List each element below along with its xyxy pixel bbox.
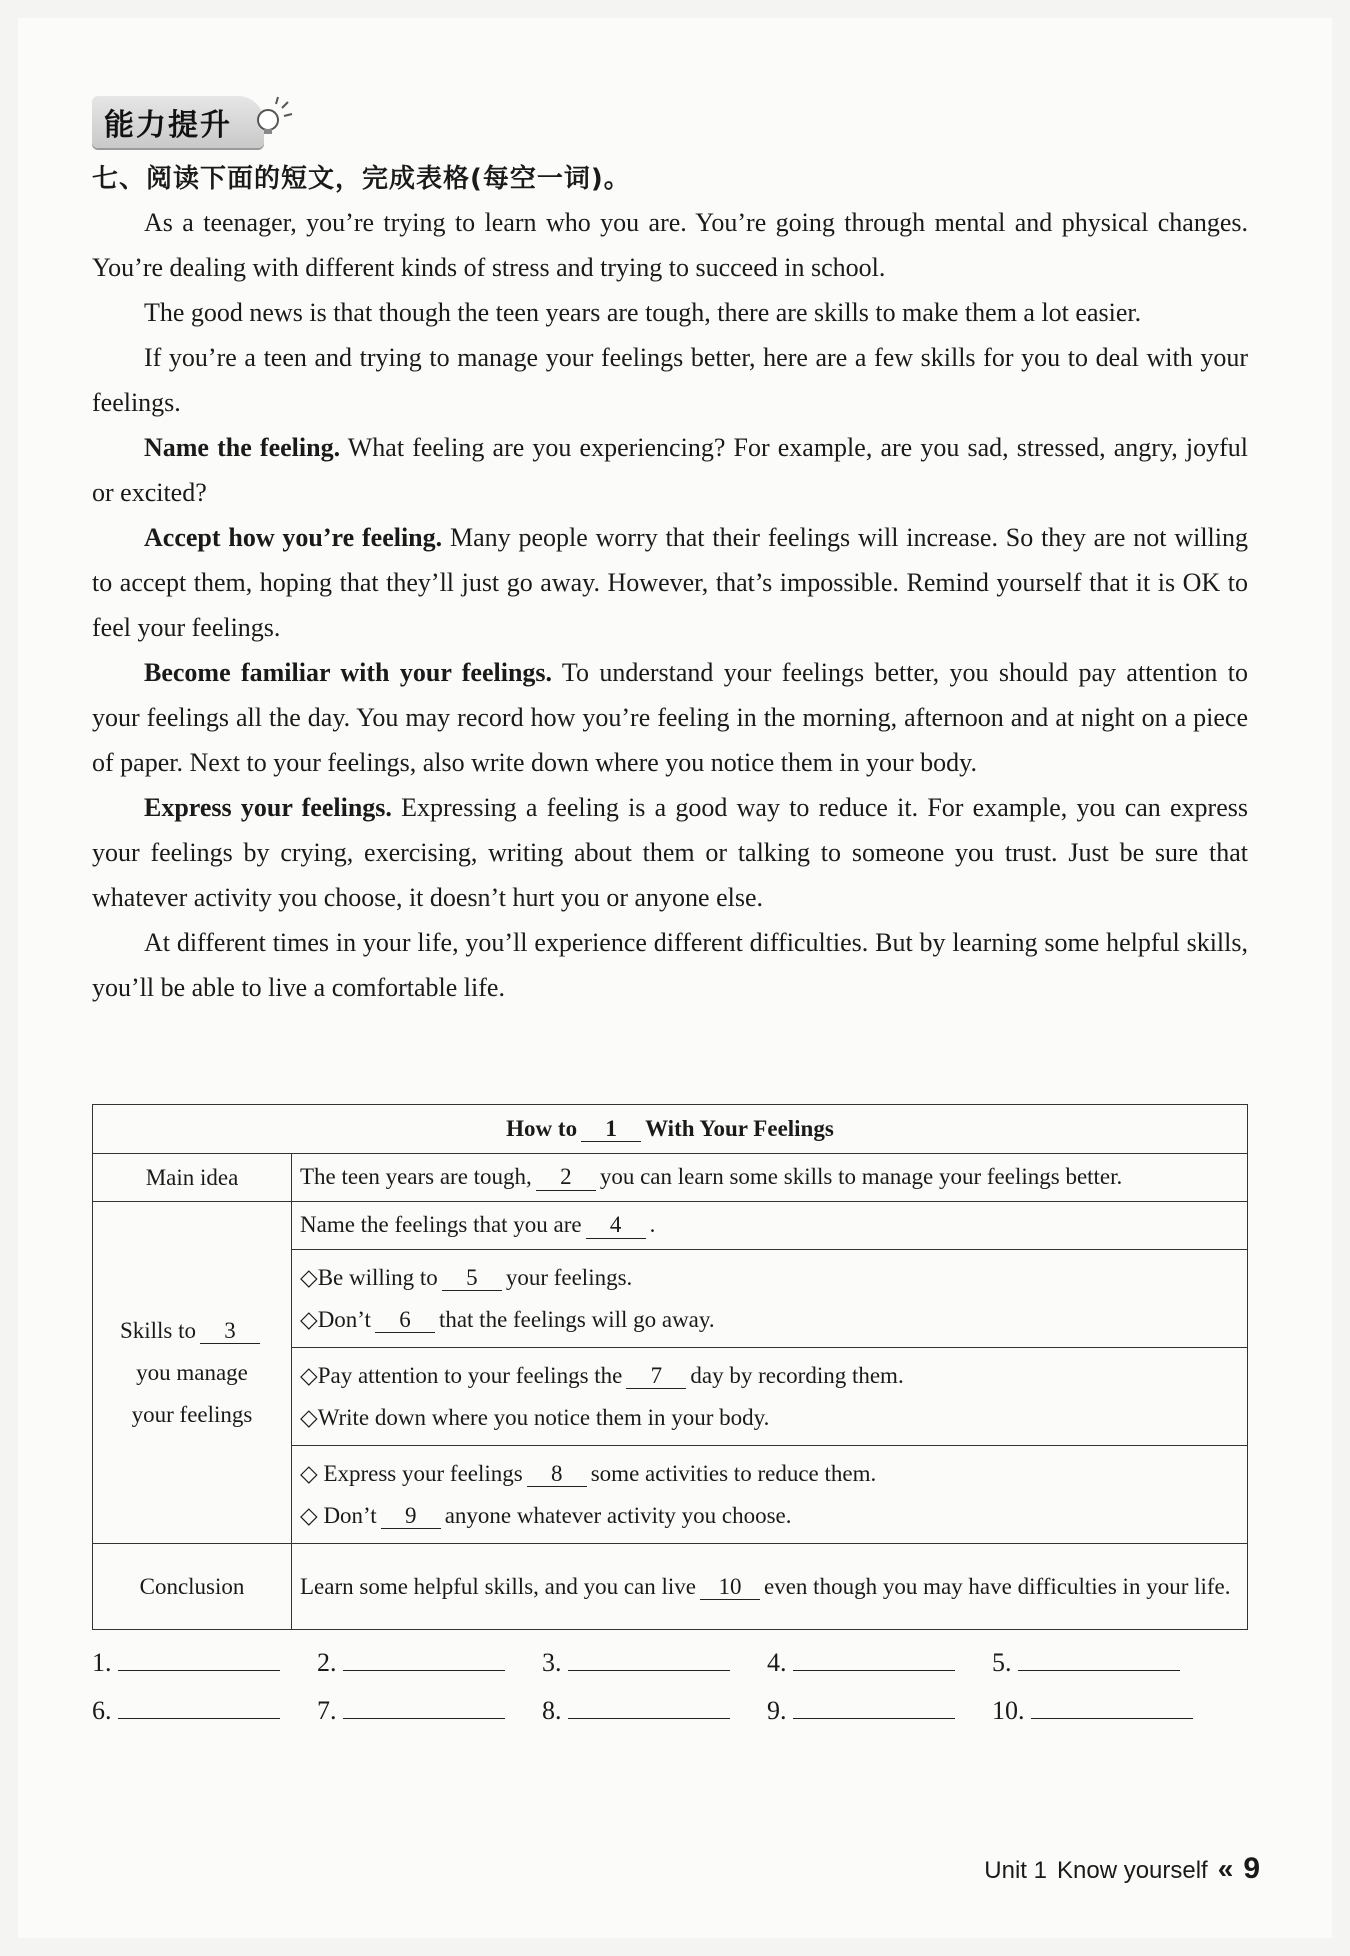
passage-paragraph: At different times in your life, you’ll experience different difficulties. But by learning some helpful skills, you’ll be able to live a comfortable life. — [92, 928, 1248, 1002]
answer-blank-10[interactable] — [1031, 1694, 1193, 1719]
passage-paragraph: Become familiar with your feelings. To understand your feelings better, you should pay attention to your feelings all the day. You may record how you’re feeling in the morning, afternoon and at night on a piece of paper. Next to your feelings, also write down where you notice them in your body. — [92, 658, 1248, 777]
lightbulb-icon — [250, 96, 294, 140]
answer-number: 3. — [542, 1648, 562, 1677]
conclusion-label: Conclusion — [93, 1544, 292, 1630]
answer-blank-1[interactable] — [118, 1646, 280, 1671]
answer-number: 10. — [992, 1696, 1025, 1725]
answer-number: 2. — [317, 1648, 337, 1677]
skill-row-accept: ◇Be willing to 5 your feelings. ◇Don’t 6 that the feelings will go away. — [292, 1250, 1248, 1348]
reading-passage — [92, 200, 1248, 1010]
passage-paragraph: Name the feeling. What feeling are you experiencing? For example, are you sad, stressed, angry, joyful or excited? — [92, 433, 1249, 507]
answer-number: 4. — [767, 1648, 787, 1677]
answer-number: 9. — [767, 1696, 787, 1725]
answer-number: 1. — [92, 1648, 112, 1677]
page-footer — [984, 1852, 1260, 1886]
table-title: How to 1 With Your Feelings — [93, 1105, 1248, 1154]
blank-6: 6 — [375, 1307, 435, 1333]
footer-title: Know yourself — [1056, 1857, 1208, 1884]
passage-paragraph: The good news is that though the teen years are tough, there are skills to make them a lot easier. — [144, 298, 1142, 327]
answer-number: 5. — [992, 1648, 1012, 1677]
answer-blank-7[interactable] — [343, 1694, 505, 1719]
blank-9: 9 — [381, 1503, 441, 1529]
blank-3: 3 — [200, 1318, 260, 1344]
answer-lines — [92, 1646, 1252, 1742]
passage-paragraph: If you’re a teen and trying to manage your feelings better, here are a few skills for you to deal with your feelings. — [92, 343, 1248, 417]
answer-blank-4[interactable] — [793, 1646, 955, 1671]
answer-blank-5[interactable] — [1018, 1646, 1180, 1671]
answer-blank-2[interactable] — [343, 1646, 505, 1671]
blank-10: 10 — [700, 1574, 760, 1600]
skill-row-express: ◇ Express your feelings 8 some activities to reduce them. ◇ Don’t 9 anyone whatever activity you choose. — [292, 1446, 1248, 1544]
answer-number: 6. — [92, 1696, 112, 1725]
conclusion-cell: Learn some helpful skills, and you can live 10 even though you may have difficulties in your life. — [292, 1544, 1248, 1630]
answer-blank-9[interactable] — [793, 1694, 955, 1719]
passage-paragraph: As a teenager, you’re trying to learn who you are. You’re going through mental and physical changes. You’re dealing with different kinds of stress and trying to succeed in school. — [92, 208, 1248, 282]
section-badge-label: 能力提升 — [104, 108, 232, 143]
passage-paragraph: Express your feelings. Expressing a feeling is a good way to reduce it. For example, you can express your feelings by crying, exercising, writing about them or talking to someone you trust. Just be sure that whatever activity you choose, it doesn’t hurt you or anyone else. — [92, 793, 1248, 912]
passage-paragraph: Accept how you’re feeling. Many people worry that their feelings will increase. So they are not willing to accept them, hoping that they’ll just go away. However, that’s impossible. Remind yourself that it is OK to feel your feelings. — [92, 523, 1248, 642]
blank-8: 8 — [527, 1461, 587, 1487]
main-idea-cell: The teen years are tough, 2 you can learn some skills to manage your feelings better. — [292, 1154, 1248, 1202]
answer-number: 8. — [542, 1696, 562, 1725]
answer-blank-8[interactable] — [568, 1694, 730, 1719]
main-idea-label: Main idea — [93, 1154, 292, 1202]
skills-label: Skills to 3 you manage your feelings — [93, 1202, 292, 1544]
answer-blank-3[interactable] — [568, 1646, 730, 1671]
summary-table — [92, 1104, 1248, 1630]
skill-row-familiar: ◇Pay attention to your feelings the 7 day by recording them. ◇Write down where you notice them in your body. — [292, 1348, 1248, 1446]
answer-number: 7. — [317, 1696, 337, 1725]
blank-2: 2 — [536, 1164, 596, 1190]
section-badge — [92, 96, 264, 148]
answer-blank-6[interactable] — [118, 1694, 280, 1719]
double-chevron-left-icon: « — [1217, 1853, 1228, 1884]
blank-7: 7 — [626, 1363, 686, 1389]
footer-unit: Unit 1 — [984, 1857, 1047, 1884]
page-number: 9 — [1243, 1852, 1260, 1885]
skill-row-name: Name the feelings that you are 4 . — [292, 1202, 1248, 1250]
question-title: 七、阅读下面的短文，完成表格(每空一词)。 — [92, 164, 631, 194]
blank-1: 1 — [581, 1116, 641, 1142]
blank-5: 5 — [442, 1265, 502, 1291]
blank-4: 4 — [586, 1212, 646, 1238]
